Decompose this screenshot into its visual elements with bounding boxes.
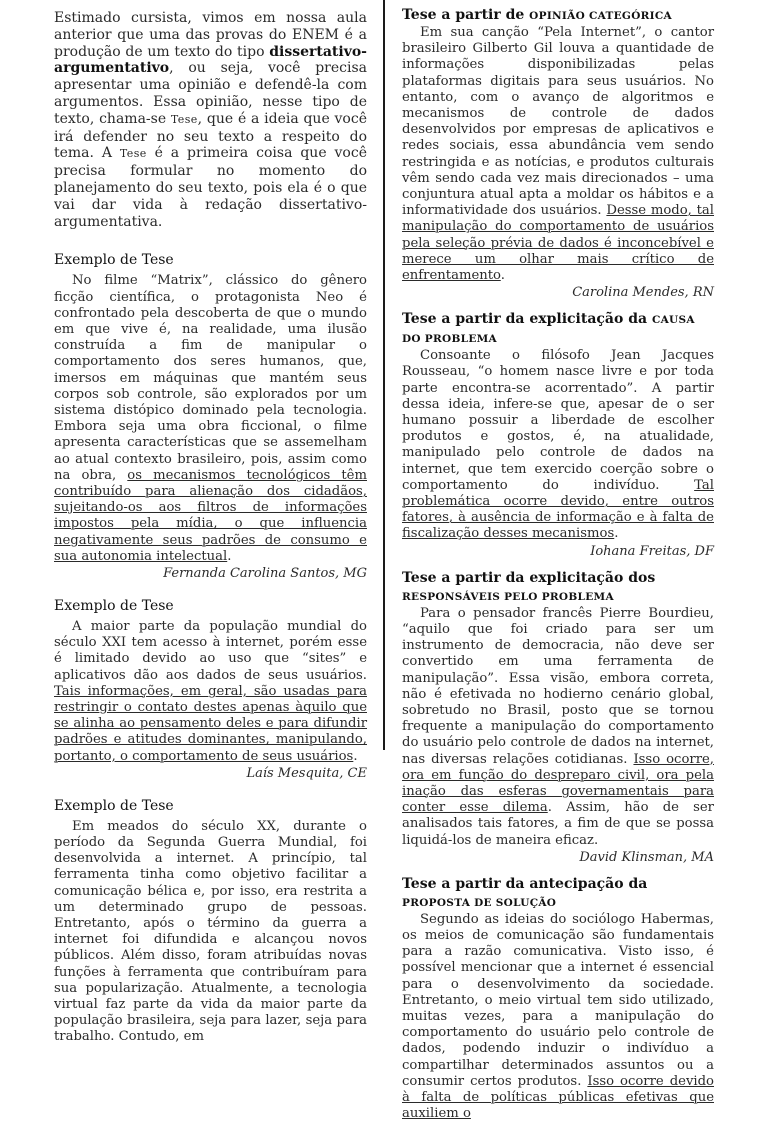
- intro-paragraph: [54, 10, 367, 230]
- section-author: Iohana Freitas, DF: [590, 543, 714, 559]
- left-column: [54, 0, 367, 1045]
- section-text: Segundo as ideias do sociólogo Habermas, os meios de comunicação são fundamentais para a razão comunicativa. Visto isso, é possível mencionar que a internet é essencial para o desenvolvimento da sociedade. Entretanto, o meio virtual tem sido utilizado, muitas vezes, para a manipulação do comportamento do usuário pelo controle de dados, podendo induzir o indivíduo a compartilhar determinados assuntos ou a consumir certos produtos.: [402, 911, 714, 1089]
- section-paragraph: [402, 348, 714, 542]
- section-thesis-underlined: Isso ocorre, ora em função do despreparo civil, ora pela inação das esferas governamentais para conter esse dilema: [402, 751, 714, 816]
- column-divider: [383, 0, 385, 750]
- example-author: Fernanda Carolina Santos, MG: [163, 566, 367, 582]
- section-text-end: .: [500, 268, 505, 284]
- example-heading: Exemplo de Tese: [54, 797, 174, 814]
- intro-bold-term: dissertativo-argumentativo: [54, 43, 367, 77]
- example-text: A maior parte da população mundial do século XXI tem acesso à internet, porém esse é limitado devido ao uso que “sites” e aplicativos dão aos dados de seus usuários.: [54, 619, 367, 683]
- section-heading-text: Tese a partir de: [402, 7, 530, 23]
- section-heading: [402, 310, 714, 348]
- section-paragraph: [402, 912, 714, 1122]
- section-heading-smallcaps: CAUSA DO PROBLEMA: [402, 314, 695, 346]
- section-heading-text: Tese a partir da explicitação dos: [402, 569, 656, 586]
- section-thesis-underlined: Isso ocorre devido à falta de políticas públicas efetivas que auxiliem o: [402, 1073, 714, 1122]
- example-text-end: .: [227, 548, 232, 564]
- section-text-end: .: [614, 526, 619, 542]
- section-heading-smallcaps: RESPONSÁVEIS PELO PROBLEMA: [402, 590, 614, 603]
- section-paragraph: [402, 25, 714, 284]
- right-column: [402, 0, 715, 1122]
- example-text: Em meados do século XX, durante o período da Segunda Guerra Mundial, foi desenvolvida a internet. A princípio, tal ferramenta tinha como objetivo facilitar a comunicação bélica e, por isso, era restrita a um determinado grupo de pessoas. Entretanto, após o término da guerra a internet foi difundida e alcançou novos públicos. Além disso, foram atribuídas novas funções à ferramenta que contribuíram para sua popularização. Atualmente, a tecnologia virtual faz parte da vida da maior parte da população brasileira, seja para lazer, seja para trabalho. Contudo, em: [54, 818, 367, 1045]
- intro-text-4: é a primeira coisa que você precisa formular no momento do planejamento do seu texto, pois ela é o que vai dar vida à redação dissertativo-argumentativa.: [54, 145, 367, 230]
- example-thesis-underlined: os mecanismos tecnológicos têm contribuído para alienação dos cidadãos, sujeitando-os aos filtros de informações impostos pela mídia, o que influencia negativamente seus padrões de consumo e sua autonomia intelectual: [54, 467, 367, 564]
- example-heading: Exemplo de Tese: [54, 598, 174, 615]
- example-thesis-underlined: Tais informações, em geral, são usadas para restringir o contato destes apenas àquilo que se alinha ao pensamento deles e para difundir padrões e atitudes dominantes, manipulando, portanto, o comportamento de seus usuários: [54, 683, 367, 764]
- section-thesis-underlined: Desse modo, tal manipulação do comportamento de usuários pela seleção prévia de dados é inconcebível e merece um olhar mais crítico de enfrentamento: [402, 203, 715, 284]
- intro-text-3: , que é a ideia que você irá defender no seu texto a respeito do tema. A: [54, 110, 367, 162]
- section-paragraph: [402, 606, 714, 849]
- section-heading-smallcaps: OPINIÃO CATEGÓRICA: [529, 10, 672, 22]
- example-heading: Exemplo de Tese: [54, 252, 174, 269]
- intro-text-2: , ou seja, você precisa apresentar uma opinião e defendê-la com argumentos. Essa opinião, nesse tipo de texto, chama-se: [54, 60, 367, 127]
- section-heading: [402, 6, 714, 25]
- section-thesis-underlined: Tal problemática ocorre devido, entre outros fatores, à ausência de informação e à falta de fiscalização desses mecanismos: [402, 477, 714, 542]
- section-text: Em sua canção “Pela Internet”, o cantor brasileiro Gilberto Gil louva a quantidade de informações disponibilizadas pelas plataformas digitais para seus usuários. No entanto, com o avanço de algoritmos e mecanismos de controle de dados desenvolvidos por empresas de aplicativos e redes sociais, essa abundância vem sendo restringida e as notícias, e produtos culturais vêm sendo cada vez mais direcionados – uma conjuntura atual apta a moldar os hábitos e a informatividade dos usuários.: [402, 25, 714, 219]
- section-author: David Klinsman, MA: [579, 849, 714, 865]
- intro-text-1: Estimado cursista, vimos em nossa aula anterior que uma das provas do ENEM é a produção de um texto do tipo: [54, 10, 367, 60]
- example-paragraph: [54, 619, 367, 765]
- section-text-end: . Assim, hão de ser analisados tais fatores, a fim de que se possa liquidá-los de maneira eficaz.: [402, 800, 714, 848]
- example-paragraph: [54, 273, 367, 565]
- section-heading: [402, 569, 714, 606]
- intro-tese-term-2: Tese: [119, 147, 147, 161]
- section-text: Consoante o filósofo Jean Jacques Rousseau, “o homem nasce livre e por toda parte encontra-se acorrentado”. A partir dessa ideia, infere-se que, apesar de o ser humano possuir a liberdade de escolher produtos e gostos, é, na atualidade, manipulado pelo controle de dados na internet, que tem exercido coerção sobre o comportamento do indivíduo.: [402, 348, 714, 493]
- example-text: No filme “Matrix”, clássico do gênero ficção científica, o protagonista Neo é confrontado pela descoberta de que o mundo em que vive é, na realidade, uma ilusão construída a fim de manipular o comportamento dos seres humanos, que, imersos em máquinas que mantém seus corpos sob controle, são explorados por um sistema distópico dominado pela tecnologia. Embora seja uma obra ficcional, o filme apresenta características que se assemelham ao atual contexto brasileiro, pois, assim como na obra,: [54, 273, 367, 483]
- section-text: Para o pensador francês Pierre Bourdieu, “aquilo que foi criado para ser um instrumento de democracia, não deve ser convertido em uma ferramenta de manipulação”. Essa visão, embora correta, não é efetivada no hodierno cenário global, sobretudo no Brasil, posto que se tornou frequente a manipulação do comportamento do usuário pelo controle de dados na internet, nas diversas relações cotidianas.: [402, 605, 714, 767]
- section-heading-text: Tese a partir da antecipação da: [402, 875, 648, 892]
- section-heading: [402, 875, 714, 912]
- section-heading-smallcaps: PROPOSTA DE SOLUÇÃO: [402, 896, 557, 909]
- section-author: Carolina Mendes, RN: [572, 285, 714, 301]
- example-author: Laís Mesquita, CE: [246, 765, 367, 781]
- intro-tese-term-1: Tese: [170, 112, 198, 126]
- example-text-end: .: [353, 748, 358, 764]
- example-paragraph: [54, 819, 367, 1046]
- section-heading-text: Tese a partir da explicitação da: [402, 311, 652, 328]
